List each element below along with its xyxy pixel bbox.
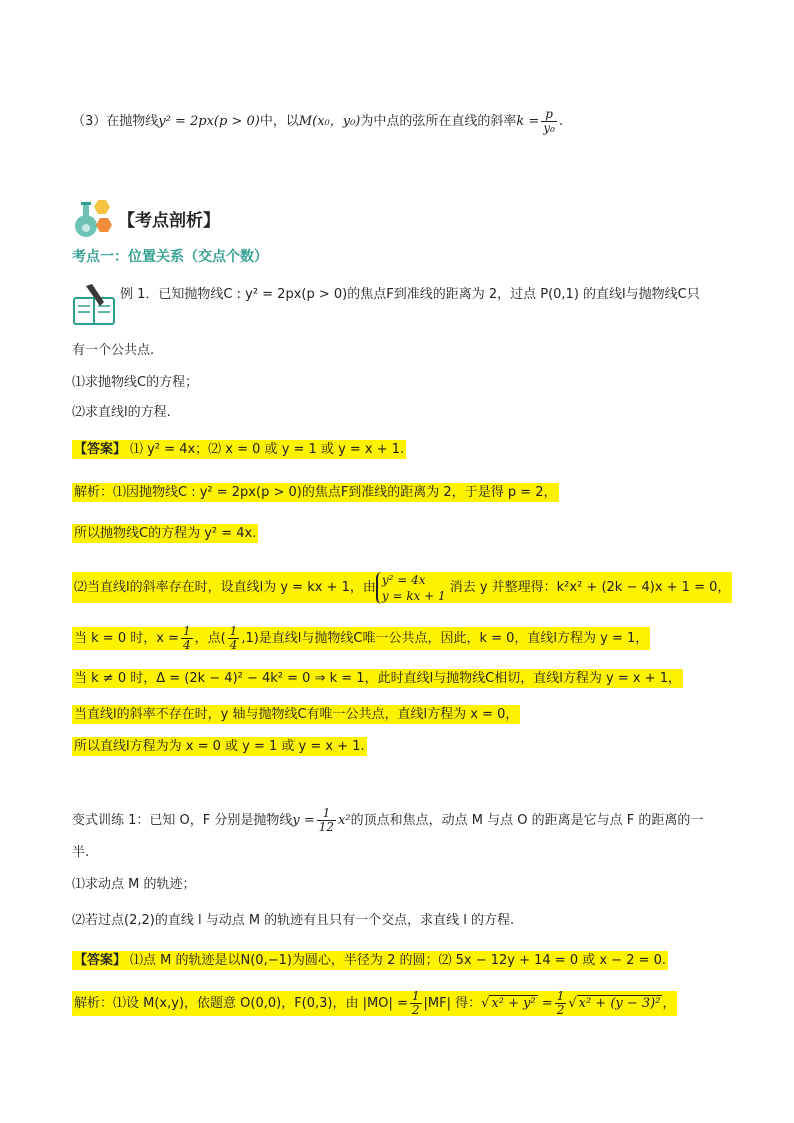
answer1-label: 【答案】 bbox=[74, 442, 127, 457]
frac-half-2 bbox=[555, 990, 567, 1017]
frac-half-2-num: 1 bbox=[556, 989, 565, 1003]
sqrt-2-radicand: x² + (y − 3)² bbox=[578, 996, 661, 1011]
example-q1: ⑴求抛物线C的方程； bbox=[72, 375, 199, 390]
answer2-label: 【答案】 bbox=[74, 953, 127, 968]
variant-l2: 半. bbox=[72, 845, 90, 860]
frac-quarter-num: 1 bbox=[182, 624, 191, 638]
sol2-end: ， bbox=[662, 996, 676, 1011]
sol2-box bbox=[72, 991, 677, 1016]
section-title: 【考点剖析】 bbox=[118, 211, 220, 231]
sol1-l6 bbox=[72, 704, 520, 726]
answer1-line bbox=[72, 439, 406, 461]
flask-icon bbox=[72, 196, 116, 244]
sol1-l5 bbox=[72, 668, 683, 690]
answer2-line bbox=[72, 950, 668, 972]
sol1-l5-text: 当 k ≠ 0 时，Δ = (2k − 4)² − 4k² = 0 ⇒ k = 1，此时直线l与抛物线C相切，直线l方程为 y = x + 1， bbox=[74, 671, 681, 686]
variant-q2: ⑵若过点(2,2)的直线 l 与动点 M 的轨迹有且只有一个交点，求直线 l 的方程. bbox=[72, 913, 515, 928]
variant-l1x: x² bbox=[338, 813, 351, 828]
frac-twelfth-num: 1 bbox=[317, 807, 336, 821]
sol2-line bbox=[72, 988, 677, 1020]
variant-l1 bbox=[72, 806, 703, 836]
sys-eq2: y = kx + 1 bbox=[381, 588, 446, 603]
sol1-l3a: ⑵当直线l的斜率存在时，设直线l为 y = kx + 1，由 bbox=[74, 580, 376, 595]
sol1-l4-box bbox=[72, 624, 650, 652]
intro-den: y₀ bbox=[543, 121, 555, 135]
notebook-pencil-icon bbox=[72, 284, 118, 330]
variant-q1: ⑴求动点 M 的轨迹； bbox=[72, 877, 196, 892]
example-line2: 有一个公共点. bbox=[72, 343, 155, 358]
frac-half-num: 1 bbox=[411, 989, 420, 1003]
sol1-l1-text: 解析：⑴因抛物线C : y² = 2px(p > 0)的焦点F到准线的距离为 2，于是得 p = 2， bbox=[74, 485, 557, 500]
variant-l1a: 变式训练 1：已知 O，F 分别是抛物线 bbox=[72, 813, 293, 828]
system-brace bbox=[376, 572, 450, 604]
frac-quarter-2-num: 1 bbox=[229, 624, 238, 638]
sol1-l4 bbox=[72, 624, 650, 654]
intro-frac bbox=[541, 108, 557, 135]
intro-num: p bbox=[541, 108, 557, 122]
sqrt-2: √ x² + (y − 3)² bbox=[568, 996, 661, 1011]
intro-point: M(x₀，y₀) bbox=[298, 114, 361, 129]
intro-line bbox=[72, 108, 563, 135]
sol1-l2-text: 所以抛物线C的方程为 y² = 4x. bbox=[74, 526, 257, 541]
intro-mid: 中，以 bbox=[259, 114, 299, 129]
frac-quarter-2-den: 4 bbox=[229, 638, 238, 652]
intro-eq: y² = 2px(p > 0) bbox=[158, 114, 260, 129]
frac-quarter-2 bbox=[228, 625, 240, 652]
sol1-l3-box bbox=[72, 572, 732, 603]
frac-twelfth-den: 12 bbox=[318, 820, 335, 834]
frac-quarter-den: 4 bbox=[182, 638, 191, 652]
frac-half-2-den: 2 bbox=[556, 1003, 565, 1017]
sol1-l6-text: 当直线l的斜率不存在时，y 轴与抛物线C有唯一公共点，直线l方程为 x = 0， bbox=[74, 707, 519, 722]
sol1-l4c: ,1)是直线l与抛物线C唯一公共点，因此，k = 0，直线l方程为 y = 1， bbox=[241, 631, 649, 646]
sol1-l7 bbox=[72, 736, 367, 758]
sol2-eq: = bbox=[537, 996, 553, 1011]
intro-prefix: （3）在抛物线 bbox=[72, 114, 159, 129]
frac-half bbox=[410, 990, 422, 1017]
sol1-l4a: 当 k = 0 时，x = bbox=[74, 631, 179, 646]
sqrt-1: √ x² + y² bbox=[481, 996, 536, 1011]
answer1-text: ⑴ y² = 4x；⑵ x = 0 或 y = 1 或 y = x + 1. bbox=[130, 442, 405, 457]
sol1-l2 bbox=[72, 523, 258, 545]
frac-twelfth bbox=[317, 807, 336, 834]
frac-quarter bbox=[181, 625, 193, 652]
example-line1: 例 1．已知抛物线C : y² = 2px(p > 0)的焦点F到准线的距离为 2，过点 P(0,1) 的直线l与抛物线C只 bbox=[120, 287, 700, 302]
variant-l1eq: y = bbox=[292, 813, 315, 828]
kaodian-title: 考点一：位置关系（交点个数） bbox=[72, 249, 268, 265]
intro-end: . bbox=[558, 114, 564, 129]
sol2-a: 解析：⑴设 M(x,y)，依题意 O(0,0)，F(0,3)，由 |MO| = bbox=[74, 996, 408, 1011]
sol1-l3 bbox=[72, 568, 732, 608]
sqrt-1-radicand: x² + y² bbox=[491, 996, 536, 1011]
sys-eq1: y² = 4x bbox=[381, 572, 426, 587]
intro-suffix: 为中点的弦所在直线的斜率 bbox=[360, 114, 517, 129]
variant-l1b: 的顶点和焦点，动点 M 与点 O 的距离是它与点 F 的距离的一 bbox=[350, 813, 704, 828]
sol1-l1 bbox=[72, 482, 559, 504]
frac-half-den: 2 bbox=[411, 1003, 420, 1017]
sol1-l3b: 消去 y 并整理得：k²x² + (2k − 4)x + 1 = 0， bbox=[449, 580, 731, 595]
answer2-text: ⑴点 M 的轨迹是以N(0,−1)为圆心，半径为 2 的圆；⑵ 5x − 12y + 14 = 0 或 x − 2 = 0. bbox=[130, 953, 667, 968]
sol1-l4b: ，点( bbox=[194, 631, 226, 646]
sol1-l7-text: 所以直线l方程为为 x = 0 或 y = 1 或 y = x + 1. bbox=[74, 739, 365, 754]
sol2-b: |MF| 得： bbox=[423, 996, 482, 1011]
example-q2: ⑵求直线l的方程. bbox=[72, 405, 171, 420]
intro-k: k = bbox=[516, 114, 540, 129]
